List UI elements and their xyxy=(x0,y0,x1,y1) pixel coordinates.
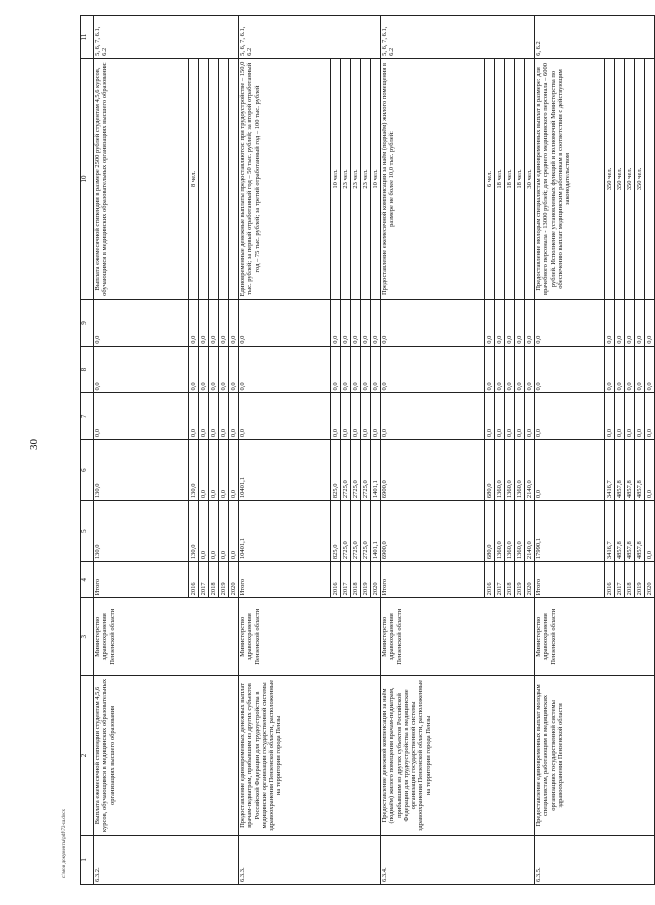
activity-number: 6.3.5. xyxy=(535,835,655,884)
year-value: 0,0 xyxy=(495,346,505,393)
year-value: 0,0 xyxy=(515,346,525,393)
total-value: 17990,1 xyxy=(535,501,605,562)
year-value: 0,0 xyxy=(645,440,655,501)
year-value: 0,0 xyxy=(371,300,381,347)
year-indicator: 350 чел. xyxy=(605,58,615,299)
year-value: 0,0 xyxy=(361,346,371,393)
year-value: 0,0 xyxy=(341,300,351,347)
year-cell: 2018 xyxy=(625,562,635,598)
goal-links: 5, 6, 7, 6.1, 6.2 xyxy=(239,16,381,59)
year-indicator: 350 чел. xyxy=(615,58,625,299)
year-indicator: 23 чел. xyxy=(351,58,361,299)
year-cell: 2019 xyxy=(361,562,371,598)
responsible-executor: Министерство здравоохранения Пензенской области xyxy=(381,598,535,676)
year-indicator: 18 чел. xyxy=(515,58,525,299)
year-cell: 2016 xyxy=(331,562,341,598)
total-value: 0,0 xyxy=(94,300,189,347)
year-cell: 2016 xyxy=(485,562,495,598)
year-value: 825,0 xyxy=(331,440,341,501)
total-value: 10401,1 xyxy=(239,501,331,562)
year-value: 0,0 xyxy=(625,346,635,393)
year-value: 0,0 xyxy=(361,393,371,440)
year-value: 0,0 xyxy=(219,346,229,393)
total-value: 6900,0 xyxy=(381,501,485,562)
year-indicator: 18 чел. xyxy=(495,58,505,299)
year-value: 0,0 xyxy=(645,346,655,393)
year-cell: 2018 xyxy=(505,562,515,598)
year-cell: 2019 xyxy=(515,562,525,598)
year-indicator: 350 чел. xyxy=(635,58,645,299)
header-cell: 6 xyxy=(81,440,94,501)
year-value: 0,0 xyxy=(229,300,239,347)
page-number: 30 xyxy=(28,439,40,450)
year-value: 0,0 xyxy=(199,501,209,562)
year-value: 0,0 xyxy=(371,346,381,393)
year-value: 825,0 xyxy=(331,501,341,562)
year-indicator: 6 чел. xyxy=(485,58,495,299)
responsible-executor: Министерство здравоохранения Пензенской области xyxy=(94,598,239,676)
year-value: 0,0 xyxy=(351,393,361,440)
year-value: 0,0 xyxy=(331,393,341,440)
header-cell: 7 xyxy=(81,393,94,440)
year-value: 4857,8 xyxy=(615,440,625,501)
year-value: 0,0 xyxy=(229,440,239,501)
year-indicator: 8 чел. xyxy=(189,58,199,299)
year-value: 0,0 xyxy=(495,393,505,440)
year-value: 0,0 xyxy=(209,346,219,393)
year-value: 1360,0 xyxy=(505,440,515,501)
year-value: 3416,7 xyxy=(605,440,615,501)
year-value: 2725,0 xyxy=(361,501,371,562)
year-value: 0,0 xyxy=(361,300,371,347)
year-value: 1401,1 xyxy=(371,501,381,562)
header-cell: 1 xyxy=(81,835,94,884)
year-indicator: 350 чел. xyxy=(625,58,635,299)
year-indicator xyxy=(219,58,229,299)
year-value: 0,0 xyxy=(505,346,515,393)
year-value: 0,0 xyxy=(625,300,635,347)
year-value: 2725,0 xyxy=(351,501,361,562)
total-value: 0,0 xyxy=(535,440,605,501)
year-value: 0,0 xyxy=(515,300,525,347)
activity-row xyxy=(239,16,331,885)
year-indicator: 23 чел. xyxy=(361,58,371,299)
activity-number: 6.3.3. xyxy=(239,835,381,884)
total-value: 0,0 xyxy=(535,393,605,440)
header-cell: 4 xyxy=(81,562,94,598)
year-value: 0,0 xyxy=(341,346,351,393)
year-value: 0,0 xyxy=(635,393,645,440)
indicator-text: Предоставление молодым специалистам единовременных выплат в размере: для врачебного персонала - 13000 рублей; для среднего медицинского персонала – 6000 рублей. Исполнение установленных функций и полномочий Министерства по обеспечению выплат медицинским работникам в соответствии с действующим законодательством xyxy=(535,58,605,299)
year-cell: 2019 xyxy=(219,562,229,598)
goal-links: 6, 6.2 xyxy=(535,16,655,59)
year-value: 680,0 xyxy=(485,440,495,501)
year-value: 4857,8 xyxy=(625,501,635,562)
year-cell: 2020 xyxy=(371,562,381,598)
header-row xyxy=(81,16,94,885)
year-value: 0,0 xyxy=(485,393,495,440)
year-value: 4857,8 xyxy=(635,501,645,562)
total-label: Итого xyxy=(381,562,485,598)
year-value: 2140,0 xyxy=(525,440,535,501)
header-cell: 2 xyxy=(81,676,94,836)
indicator-text: Предоставление ежемесячной компенсации за наём (поднаём) жилого помещения в размере не более 10,0 тыс. рублей: xyxy=(381,58,485,299)
year-value: 0,0 xyxy=(199,393,209,440)
year-value: 0,0 xyxy=(615,393,625,440)
year-cell: 2016 xyxy=(189,562,199,598)
responsible-executor: Министерство здравоохранения Пензенской области xyxy=(535,598,655,676)
year-value: 2725,0 xyxy=(341,501,351,562)
year-value: 0,0 xyxy=(219,300,229,347)
year-value: 0,0 xyxy=(199,346,209,393)
year-value: 4857,8 xyxy=(635,440,645,501)
year-indicator: 10 чел. xyxy=(371,58,381,299)
year-value: 0,0 xyxy=(331,346,341,393)
year-value: 2725,0 xyxy=(341,440,351,501)
total-value: 0,0 xyxy=(535,300,605,347)
total-value: 130,0 xyxy=(94,501,189,562)
year-cell: 2020 xyxy=(645,562,655,598)
year-value: 4857,8 xyxy=(625,440,635,501)
year-value: 0,0 xyxy=(625,393,635,440)
activity-description: Предоставление единовременных выплат молодым специалистам, работающим в медицинских организациях государственной системы здравоохранения Пензенской области xyxy=(535,676,655,836)
year-cell: 2017 xyxy=(495,562,505,598)
activity-number: 6.3.2. xyxy=(94,835,239,884)
header-cell: 10 xyxy=(81,58,94,299)
indicator-text: Выплата ежемесячной стипендии в размере 2500 рублей студентам 4,5,6 курсов, обучающимся в медицинских образовательных организациях высшего образования: xyxy=(94,58,189,299)
header-cell: 8 xyxy=(81,346,94,393)
year-value: 0,0 xyxy=(209,393,219,440)
year-value: 130,0 xyxy=(189,440,199,501)
year-value: 0,0 xyxy=(505,393,515,440)
year-value: 0,0 xyxy=(189,300,199,347)
year-value: 0,0 xyxy=(635,346,645,393)
total-value: 10401,1 xyxy=(239,440,331,501)
total-value: 0,0 xyxy=(381,300,485,347)
goal-links: 5, 6, 7, 6.1, 6.2 xyxy=(381,16,535,59)
year-value: 0,0 xyxy=(495,300,505,347)
year-value: 0,0 xyxy=(219,501,229,562)
year-value: 1360,0 xyxy=(505,501,515,562)
total-value: 0,0 xyxy=(94,346,189,393)
year-indicator xyxy=(229,58,239,299)
year-value: 0,0 xyxy=(219,393,229,440)
year-value: 0,0 xyxy=(605,346,615,393)
year-value: 0,0 xyxy=(189,393,199,440)
year-cell: 2020 xyxy=(229,562,239,598)
header-cell: 11 xyxy=(81,16,94,59)
total-value: 6900,0 xyxy=(381,440,485,501)
year-cell: 2019 xyxy=(635,562,645,598)
year-value: 2725,0 xyxy=(351,440,361,501)
year-value: 1360,0 xyxy=(515,440,525,501)
year-value: 130,0 xyxy=(189,501,199,562)
header-cell: 3 xyxy=(81,598,94,676)
year-cell: 2018 xyxy=(209,562,219,598)
total-value: 0,0 xyxy=(239,300,331,347)
year-value: 0,0 xyxy=(635,300,645,347)
year-value: 0,0 xyxy=(209,440,219,501)
year-value: 0,0 xyxy=(189,346,199,393)
activity-description: Выплата ежемесячной стипендии студентам 4,5,6 курсов, обучающимся в медицинских образовательных организациях высшего образования xyxy=(94,676,239,836)
year-value: 0,0 xyxy=(229,501,239,562)
total-label: Итого xyxy=(94,562,189,598)
total-value: 0,0 xyxy=(239,393,331,440)
year-value: 0,0 xyxy=(331,300,341,347)
indicator-text: Единовременные денежные выплаты предоставляются: при трудоустройстве – 150,0 тыс. рублей; за первый отработанный год – 50 тыс. рублей; за второй отработанный год – 75 тыс. рублей; за третий отработанный год – 100 тыс. рублей xyxy=(239,58,331,299)
total-value: 130,0 xyxy=(94,440,189,501)
year-value: 3416,7 xyxy=(605,501,615,562)
year-cell: 2020 xyxy=(525,562,535,598)
total-value: 0,0 xyxy=(94,393,189,440)
year-value: 0,0 xyxy=(199,440,209,501)
activity-number: 6.3.4. xyxy=(381,835,535,884)
year-value: 0,0 xyxy=(219,440,229,501)
goal-links: 5, 6, 7, 6.1, 6.2 xyxy=(94,16,239,59)
year-value: 0,0 xyxy=(525,393,535,440)
year-value: 0,0 xyxy=(605,393,615,440)
activity-row xyxy=(381,16,485,885)
year-value: 0,0 xyxy=(341,393,351,440)
year-value: 0,0 xyxy=(645,300,655,347)
year-value: 0,0 xyxy=(199,300,209,347)
rotated-table-wrapper xyxy=(80,15,653,885)
year-cell: 2017 xyxy=(199,562,209,598)
total-value: 0,0 xyxy=(381,393,485,440)
year-value: 0,0 xyxy=(209,501,219,562)
year-value: 0,0 xyxy=(485,300,495,347)
year-value: 1360,0 xyxy=(495,440,505,501)
year-value: 0,0 xyxy=(525,300,535,347)
total-value: 0,0 xyxy=(381,346,485,393)
year-indicator: 30 чел. xyxy=(525,58,535,299)
year-value: 0,0 xyxy=(351,300,361,347)
footer-file-path: c:\мои документы\pdf\72-ш.docx xyxy=(62,809,67,878)
year-value: 0,0 xyxy=(351,346,361,393)
year-indicator: 18 чел. xyxy=(505,58,515,299)
year-value: 0,0 xyxy=(525,346,535,393)
year-value: 0,0 xyxy=(371,393,381,440)
year-value: 4857,8 xyxy=(615,501,625,562)
year-indicator xyxy=(209,58,219,299)
year-cell: 2016 xyxy=(605,562,615,598)
total-label: Итого xyxy=(239,562,331,598)
year-value: 0,0 xyxy=(645,393,655,440)
year-indicator xyxy=(645,58,655,299)
year-value: 1401,1 xyxy=(371,440,381,501)
activity-description: Предоставление единовременных денежных выплат врачам-педиатрам, прибывшим из других субъектов Российской Федерации для трудоустройства в медицинские организации государственной системы здравоохранения Пензенской области, расположенные на территории города Пензы xyxy=(239,676,381,836)
year-value: 0,0 xyxy=(615,346,625,393)
total-value: 0,0 xyxy=(239,346,331,393)
activity-row xyxy=(535,16,605,885)
year-value: 2140,0 xyxy=(525,501,535,562)
year-value: 680,0 xyxy=(485,501,495,562)
year-value: 0,0 xyxy=(615,300,625,347)
year-value: 2725,0 xyxy=(361,440,371,501)
year-indicator: 23 чел. xyxy=(341,58,351,299)
year-value: 0,0 xyxy=(229,346,239,393)
year-value: 0,0 xyxy=(485,346,495,393)
header-cell: 9 xyxy=(81,300,94,347)
year-value: 0,0 xyxy=(229,393,239,440)
responsible-executor: Министерство здравоохранения Пензенской области xyxy=(239,598,381,676)
year-cell: 2017 xyxy=(615,562,625,598)
year-cell: 2017 xyxy=(341,562,351,598)
activity-row xyxy=(94,16,189,885)
year-value: 1360,0 xyxy=(495,501,505,562)
year-value: 0,0 xyxy=(209,300,219,347)
year-value: 0,0 xyxy=(645,501,655,562)
header-cell: 5 xyxy=(81,501,94,562)
total-value: 0,0 xyxy=(535,346,605,393)
year-value: 0,0 xyxy=(505,300,515,347)
year-indicator: 10 чел. xyxy=(331,58,341,299)
year-value: 1360,0 xyxy=(515,501,525,562)
activity-description: Предоставление денежной компенсации за наём (поднаём) жилого помещения врачам-педиатрам, прибывшим из других субъектов Российской Федерации для трудоустройства в медицинские организации государственной системы здравоохранения Пензенской области, расположенные на территории города Пензы xyxy=(381,676,535,836)
budget-table xyxy=(80,15,655,885)
year-value: 0,0 xyxy=(605,300,615,347)
year-indicator xyxy=(199,58,209,299)
total-label: Итого xyxy=(535,562,605,598)
year-cell: 2018 xyxy=(351,562,361,598)
year-value: 0,0 xyxy=(515,393,525,440)
